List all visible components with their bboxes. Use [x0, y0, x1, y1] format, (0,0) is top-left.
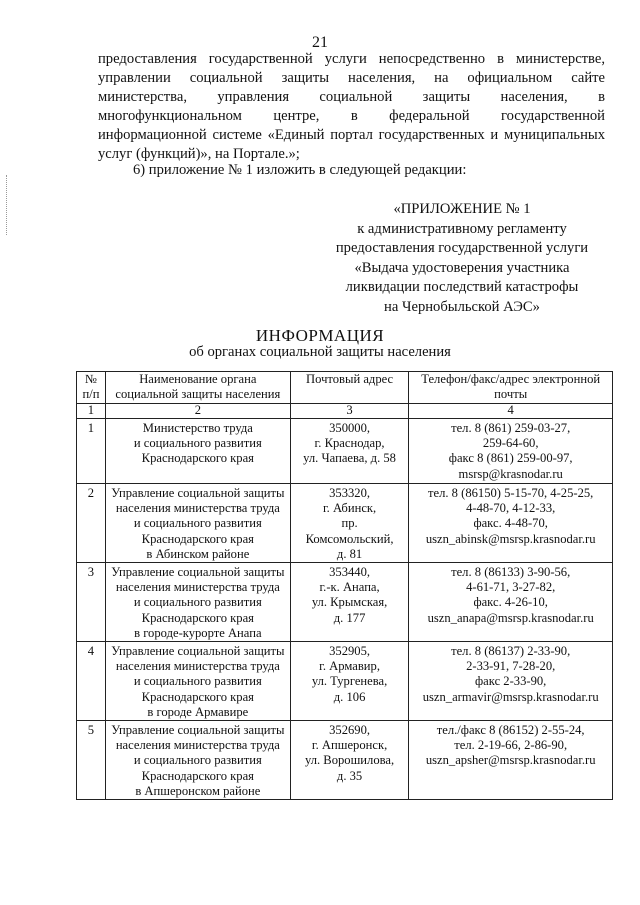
agency-name: Министерство труда и социального развития Краснодарского края	[105, 419, 290, 484]
row-number: 1	[77, 419, 106, 484]
appendix-line: ликвидации последствий катастрофы	[345, 279, 579, 296]
table-row	[77, 642, 613, 721]
row-number: 4	[77, 642, 106, 721]
row-number: 5	[77, 721, 106, 800]
header-cell-contacts: Телефон/факс/адрес электронной почты	[409, 372, 613, 404]
column-number: 3	[290, 404, 409, 419]
appendix-line: к административному регламенту	[357, 220, 567, 237]
info-subtitle: об органах социальной защиты населения	[189, 344, 451, 360]
text-line: информационной системе «Единый портал государственных и муниципальных	[98, 127, 605, 143]
margin-marks	[6, 175, 10, 235]
column-number: 4	[409, 404, 613, 419]
agency-name: Управление социальной защиты населения министерства труда и социального развития Краснодарского края в городе-курорте Анапа	[105, 563, 290, 642]
text-line: министерства, управления социальной защиты населения, в	[98, 89, 605, 105]
contact-info: тел./факс 8 (86152) 2-55-24, тел. 2-19-66, 2-86-90, uszn_apsher@msrsp.krasnodar.ru	[409, 721, 613, 800]
agency-name: Управление социальной защиты населения министерства труда и социального развития Краснодарского края в Абинском районе	[105, 484, 290, 563]
agency-name: Управление социальной защиты населения министерства труда и социального развития Краснодарского края в Апшеронском районе	[105, 721, 290, 800]
appendix-line: «ПРИЛОЖЕНИЕ № 1	[393, 201, 531, 217]
postal-address: 352905, г. Армавир, ул. Тургенева, д. 106	[290, 642, 409, 721]
table-row	[77, 563, 613, 642]
page-number: 21	[312, 34, 328, 51]
postal-address: 353320, г. Абинск, пр. Комсомольский, д. 81	[290, 484, 409, 563]
appendix-line: «Выдача удостоверения участника	[354, 259, 570, 276]
table-header-row	[77, 372, 613, 404]
header-cell-address: Почтовый адрес	[290, 372, 409, 404]
table-row	[77, 419, 613, 484]
text-line: услуг (функций)», на Портале.»;	[98, 146, 300, 162]
postal-address: 353440, г.-к. Анапа, ул. Крымская, д. 177	[290, 563, 409, 642]
info-title: ИНФОРМАЦИЯ	[255, 326, 385, 345]
contact-info: тел. 8 (86137) 2-33-90, 2-33-91, 7-28-20, факс 2-33-90, uszn_armavir@msrsp.krasnodar.ru	[409, 642, 613, 721]
column-number: 1	[77, 404, 106, 419]
appendix-line: на Чернобыльской АЭС»	[384, 298, 540, 315]
contact-info: тел. 8 (86133) 3-90-56, 4-61-71, 3-27-82, факс. 4-26-10, uszn_anapa@msrsp.krasnodar.ru	[409, 563, 613, 642]
column-number-row	[77, 404, 613, 419]
item-6-text: 6) приложение № 1 изложить в следующей редакции:	[133, 162, 467, 178]
header-cell-number: № п/п	[77, 372, 106, 404]
contact-info: тел. 8 (86150) 5-15-70, 4-25-25, 4-48-70, 4-12-33, факс. 4-48-70, uszn_abinsk@msrsp.krasnodar.ru	[409, 484, 613, 563]
text-line: управлении социальной защиты населения, на официальном сайте	[98, 70, 605, 86]
row-number: 2	[77, 484, 106, 563]
postal-address: 352690, г. Апшеронск, ул. Ворошилова, д. 35	[290, 721, 409, 800]
appendix-heading	[312, 200, 612, 318]
text-line: многофункциональном центре, в федеральной государственной	[98, 108, 605, 124]
agency-name: Управление социальной защиты населения министерства труда и социального развития Краснодарского края в городе Армавире	[105, 642, 290, 721]
table-row	[77, 484, 613, 563]
contact-info: тел. 8 (861) 259-03-27, 259-64-60, факс 8 (861) 259-00-97, msrsp@krasnodar.ru	[409, 419, 613, 484]
column-number: 2	[105, 404, 290, 419]
table-row	[77, 721, 613, 800]
intro-paragraph	[98, 50, 605, 164]
row-number: 3	[77, 563, 106, 642]
agencies-table	[76, 371, 613, 800]
header-cell-name: Наименование органа социальной защиты населения	[105, 372, 290, 404]
text-line: предоставления государственной услуги непосредственно в министерстве,	[98, 51, 605, 67]
postal-address: 350000, г. Краснодар, ул. Чапаева, д. 58	[290, 419, 409, 484]
appendix-line: предоставления государственной услуги	[335, 240, 589, 257]
